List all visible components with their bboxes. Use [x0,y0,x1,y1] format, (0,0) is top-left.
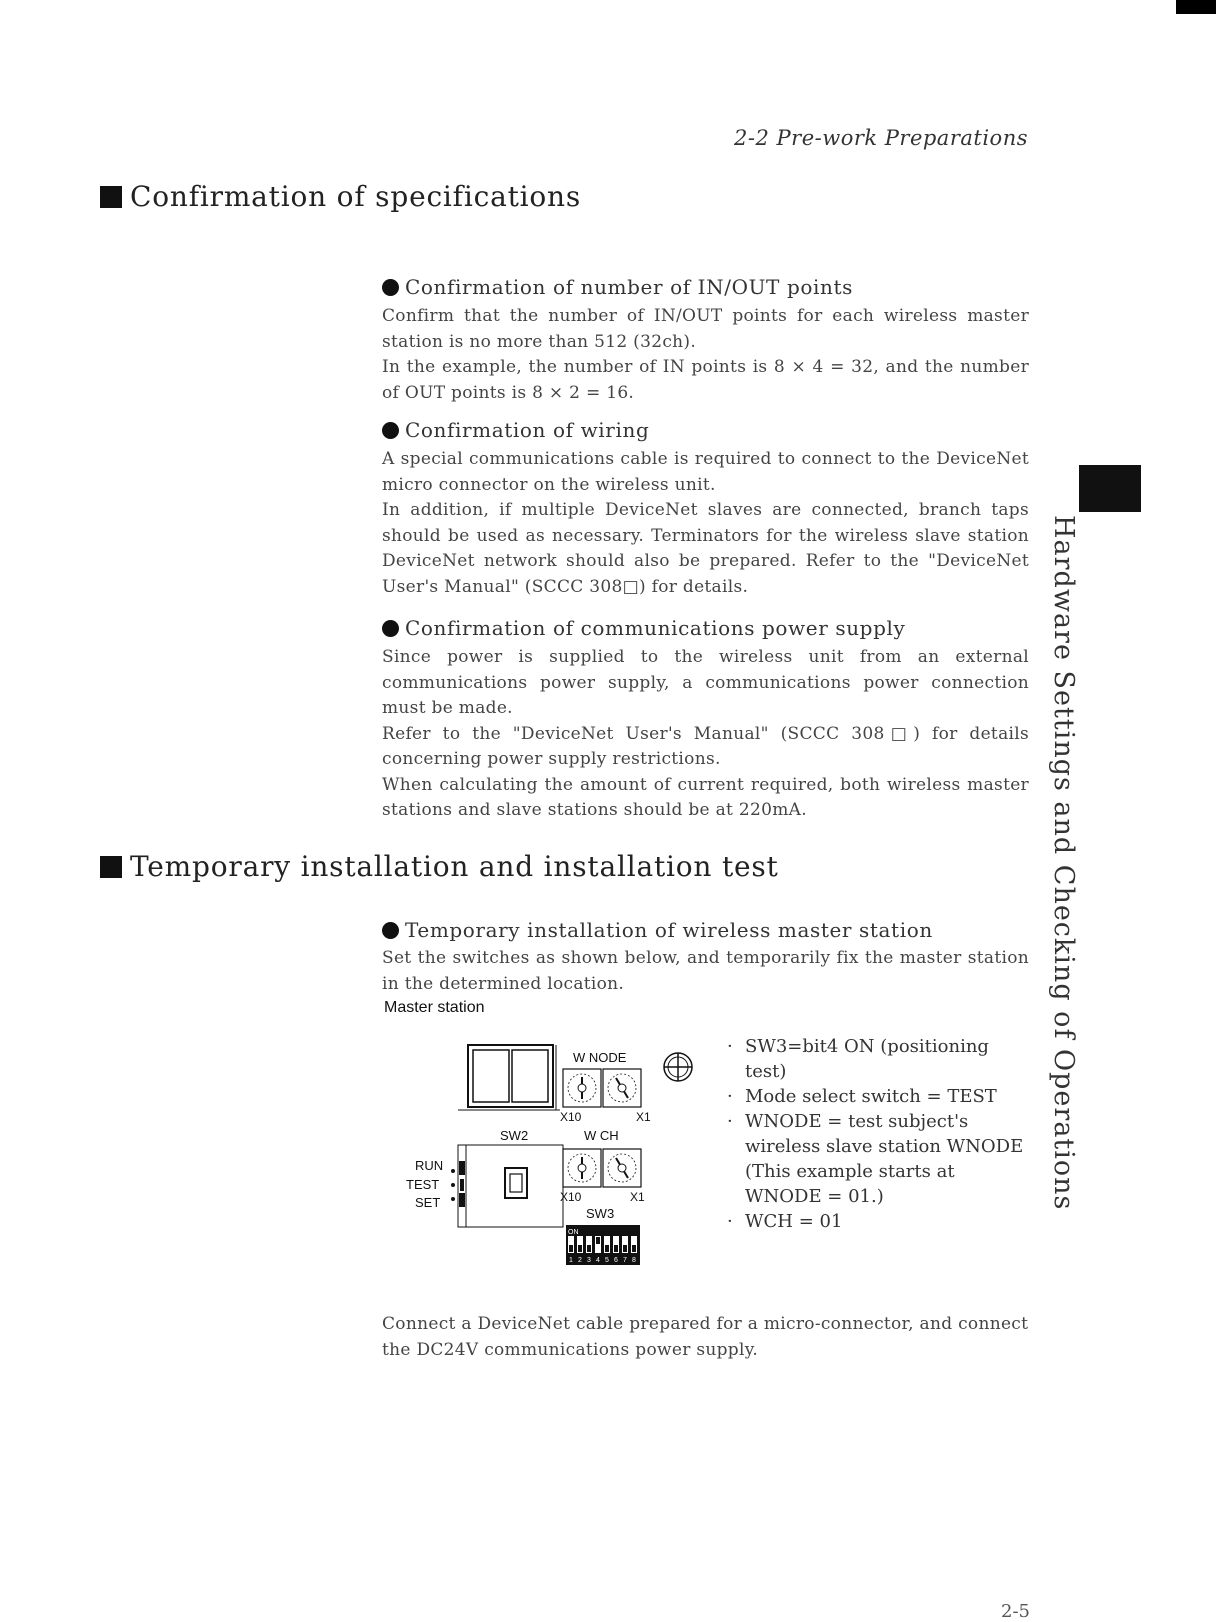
list-item: · WCH = 01 [727,1211,843,1232]
run-indicator-dot [451,1169,455,1173]
sw2-label: SW2 [500,1128,529,1143]
wch-x10-label: X10 [560,1190,582,1204]
mode-switch-test-position [460,1179,464,1191]
top-window-frame [468,1045,553,1107]
subheading-power [382,616,905,640]
mode-switch-set-position [459,1193,465,1207]
master-station-diagram [400,1025,710,1275]
settings-list [727,1034,1027,1234]
dip-switch-number-6: 6 [614,1257,618,1264]
sw3-dip-switch [566,1225,640,1265]
wnode-label: W NODE [573,1050,627,1065]
chapter-side-title: Hardware Settings and Checking of Operations [1048,515,1079,1211]
subheading-wiring [382,418,649,442]
section-heading-installation [100,850,779,883]
paragraph: Confirm that the number of IN/OUT points for each wireless master station is no more than 512 (32ch). [382,306,1029,352]
section-heading-text: Confirmation of specifications [130,180,582,213]
subheading-temporary-install [382,918,933,942]
dip-switch-lever-4 [596,1237,600,1244]
window-pane-left [473,1050,509,1102]
mounting-screw-icon [664,1053,692,1081]
dip-on-label: ON [568,1229,579,1236]
temporary-install-body [382,946,1029,997]
closing-paragraph [382,1311,1029,1363]
wnode-x10-label: X10 [560,1110,582,1124]
wch-x1-label: X1 [630,1190,645,1204]
window-pane-right [512,1050,548,1102]
section-heading-text: Temporary installation and installation test [130,850,779,883]
sw2-switch [505,1168,527,1198]
round-bullet-icon [382,279,399,296]
dip-switch-lever-8 [632,1245,636,1252]
dip-switch-lever-5 [605,1245,609,1252]
wiring-body [382,447,1029,600]
paragraph: Since power is supplied to the wireless unit from an external communications power supply, a communications power connection must be made. [382,647,1029,718]
dip-switch-lever-1 [569,1245,573,1252]
inout-body [382,304,1029,406]
paragraph: A special communications cable is required to connect to the DeviceNet micro connector on the wireless unit. [382,449,1029,495]
round-bullet-icon [382,922,399,939]
dip-switch-number-4: 4 [596,1257,600,1264]
dip-switch-lever-2 [578,1245,582,1252]
dip-switch-number-3: 3 [587,1257,591,1264]
paragraph: In addition, if multiple DeviceNet slaves are connected, branch taps should be used as necessary. Terminators for the wireless slave station DeviceNet network should also be prepared. Refer to the "DeviceNet User's Manual" (SCCC 308□) for details. [382,500,1029,597]
dip-switch-number-8: 8 [632,1257,636,1264]
paragraph: Connect a DeviceNet cable prepared for a micro-connector, and connect the DC24V communications power supply. [382,1314,1029,1360]
subheading-text: Confirmation of wiring [405,418,650,442]
dip-switch-lever-3 [587,1245,591,1252]
mode-switch-run-position [459,1161,465,1175]
list-item: · Mode select switch = TEST [727,1086,997,1107]
subheading-inout [382,275,853,299]
diagram-caption: Master station [384,999,485,1016]
wnode-x1-rotary-switch [603,1069,641,1107]
section-heading-specifications [100,180,581,213]
dip-switch-number-5: 5 [605,1257,609,1264]
list-item: · WNODE = test subject's wireless slave station WNODE (This example starts at WNODE = 01.) [727,1111,1024,1207]
paragraph: In the example, the number of IN points is 8 × 4 = 32, and the number of OUT points is 8 × 2 = 16. [382,357,1029,403]
round-bullet-icon [382,422,399,439]
round-bullet-icon [382,620,399,637]
subheading-text: Confirmation of communications power supply [405,616,906,640]
running-header: 2-2 Pre-work Preparations [734,126,1028,150]
subheading-text: Temporary installation of wireless master station [405,918,933,942]
paragraph: Set the switches as shown below, and temporarily fix the master station in the determined location. [382,948,1029,994]
page-number: 2-5 [1001,1601,1030,1622]
paragraph: When calculating the amount of current required, both wireless master stations and slave stations should be at 220mA. [382,774,1029,820]
test-label: TEST [406,1177,440,1192]
square-bullet-icon [100,856,122,878]
chapter-tab-marker [1079,465,1141,512]
wch-x10-rotary-switch [563,1149,601,1187]
test-indicator-dot [451,1183,455,1187]
wch-x1-rotary-switch [603,1149,641,1187]
wnode-x10-rotary-switch [563,1069,601,1107]
dip-switch-lever-7 [623,1245,627,1252]
paragraph: Refer to the "DeviceNet User's Manual" (SCCC 308□) for details concerning power supply restrictions. [382,723,1029,769]
dip-switch-lever-6 [614,1245,618,1252]
wch-label: W CH [584,1128,619,1143]
sw3-label: SW3 [586,1206,615,1221]
dip-switch-number-2: 2 [578,1257,582,1264]
set-indicator-dot [451,1197,455,1201]
run-label: RUN [415,1158,444,1173]
set-label: SET [415,1195,441,1210]
power-body [382,645,1029,824]
dip-switch-number-1: 1 [569,1257,573,1264]
subheading-text: Confirmation of number of IN/OUT points [405,275,853,299]
list-item: · SW3=bit4 ON (positioning test) [727,1036,989,1082]
dip-switch-number-7: 7 [623,1257,627,1264]
square-bullet-icon [100,186,122,208]
wnode-x1-label: X1 [636,1110,651,1124]
page-corner-mark [1176,0,1216,14]
